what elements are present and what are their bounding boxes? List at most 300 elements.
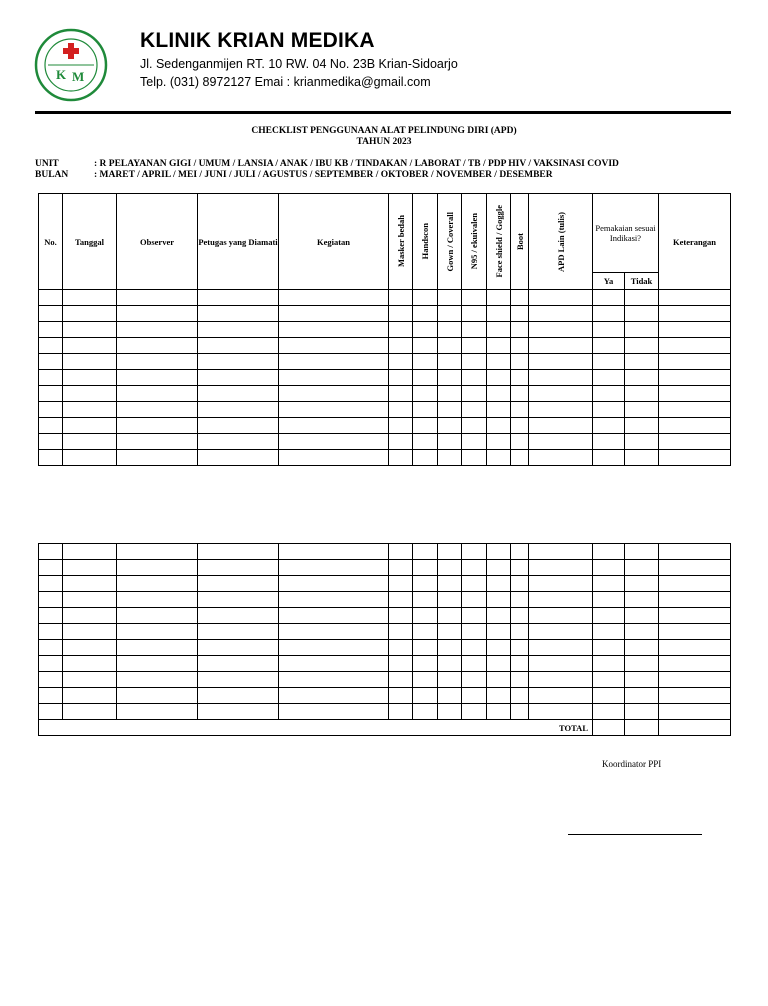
form-cell[interactable] (593, 592, 625, 608)
form-cell[interactable] (39, 640, 63, 656)
form-cell[interactable] (63, 656, 117, 672)
form-cell[interactable] (487, 338, 511, 354)
form-cell[interactable] (511, 290, 529, 306)
form-cell[interactable] (462, 450, 487, 466)
form-cell[interactable] (413, 544, 438, 560)
form-cell[interactable] (593, 290, 625, 306)
form-cell[interactable] (413, 624, 438, 640)
form-cell[interactable] (279, 544, 389, 560)
form-cell[interactable] (389, 672, 413, 688)
form-cell[interactable] (413, 450, 438, 466)
form-cell[interactable] (625, 338, 659, 354)
form-cell[interactable] (413, 592, 438, 608)
form-cell[interactable] (279, 656, 389, 672)
form-cell[interactable] (462, 608, 487, 624)
form-cell[interactable] (198, 338, 279, 354)
form-cell[interactable] (438, 322, 462, 338)
form-cell[interactable] (413, 386, 438, 402)
form-cell[interactable] (117, 608, 198, 624)
form-cell[interactable] (389, 624, 413, 640)
form-cell[interactable] (487, 402, 511, 418)
form-cell[interactable] (39, 354, 63, 370)
form-cell[interactable] (389, 544, 413, 560)
form-cell[interactable] (438, 624, 462, 640)
form-cell[interactable] (279, 640, 389, 656)
form-cell[interactable] (593, 688, 625, 704)
form-cell[interactable] (659, 688, 731, 704)
form-cell[interactable] (279, 576, 389, 592)
form-cell[interactable] (389, 434, 413, 450)
form-cell[interactable] (389, 592, 413, 608)
form-cell[interactable] (487, 640, 511, 656)
form-cell[interactable] (529, 418, 593, 434)
form-cell[interactable] (117, 418, 198, 434)
form-cell[interactable] (39, 290, 63, 306)
form-cell[interactable] (659, 624, 731, 640)
form-cell[interactable] (438, 544, 462, 560)
form-cell[interactable] (511, 338, 529, 354)
form-cell[interactable] (511, 354, 529, 370)
form-cell[interactable] (389, 418, 413, 434)
form-cell[interactable] (389, 704, 413, 720)
form-cell[interactable] (413, 688, 438, 704)
form-cell[interactable] (659, 354, 731, 370)
form-cell[interactable] (198, 624, 279, 640)
form-cell[interactable] (198, 608, 279, 624)
form-cell[interactable] (413, 434, 438, 450)
form-cell[interactable] (413, 402, 438, 418)
form-cell[interactable] (63, 354, 117, 370)
form-cell[interactable] (593, 306, 625, 322)
form-cell[interactable] (117, 672, 198, 688)
form-cell[interactable] (413, 370, 438, 386)
form-cell[interactable] (63, 560, 117, 576)
form-cell[interactable] (198, 672, 279, 688)
form-cell[interactable] (462, 640, 487, 656)
form-cell[interactable] (529, 640, 593, 656)
form-cell[interactable] (39, 434, 63, 450)
form-cell[interactable] (625, 592, 659, 608)
form-cell[interactable] (117, 656, 198, 672)
form-cell[interactable] (511, 322, 529, 338)
form-cell[interactable] (389, 608, 413, 624)
form-cell[interactable] (625, 544, 659, 560)
form-cell[interactable] (593, 640, 625, 656)
form-cell[interactable] (438, 418, 462, 434)
form-cell[interactable] (39, 450, 63, 466)
form-cell[interactable] (625, 688, 659, 704)
form-cell[interactable] (198, 322, 279, 338)
form-cell[interactable] (413, 560, 438, 576)
form-cell[interactable] (389, 560, 413, 576)
form-cell[interactable] (63, 640, 117, 656)
form-cell[interactable] (63, 450, 117, 466)
form-cell[interactable] (389, 386, 413, 402)
form-cell[interactable] (462, 576, 487, 592)
form-cell[interactable] (593, 322, 625, 338)
form-cell[interactable] (529, 560, 593, 576)
form-cell[interactable] (198, 640, 279, 656)
form-cell[interactable] (63, 434, 117, 450)
form-cell[interactable] (117, 290, 198, 306)
form-cell[interactable] (462, 290, 487, 306)
form-cell[interactable] (413, 704, 438, 720)
form-cell[interactable] (117, 354, 198, 370)
form-cell[interactable] (63, 704, 117, 720)
form-cell[interactable] (593, 354, 625, 370)
form-cell[interactable] (117, 306, 198, 322)
form-cell[interactable] (438, 354, 462, 370)
form-cell[interactable] (63, 418, 117, 434)
form-cell[interactable] (63, 672, 117, 688)
form-cell[interactable] (529, 290, 593, 306)
form-cell[interactable] (487, 418, 511, 434)
form-cell[interactable] (487, 592, 511, 608)
form-cell[interactable] (511, 450, 529, 466)
form-cell[interactable] (63, 290, 117, 306)
form-cell[interactable] (593, 418, 625, 434)
form-cell[interactable] (511, 624, 529, 640)
form-cell[interactable] (593, 386, 625, 402)
form-cell[interactable] (438, 290, 462, 306)
form-cell[interactable] (198, 418, 279, 434)
form-cell[interactable] (659, 672, 731, 688)
form-cell[interactable] (659, 402, 731, 418)
form-cell[interactable] (389, 338, 413, 354)
form-cell[interactable] (279, 592, 389, 608)
form-cell[interactable] (198, 306, 279, 322)
form-cell[interactable] (659, 560, 731, 576)
form-cell[interactable] (438, 608, 462, 624)
form-cell[interactable] (39, 338, 63, 354)
form-cell[interactable] (198, 576, 279, 592)
form-cell[interactable] (487, 322, 511, 338)
form-cell[interactable] (413, 354, 438, 370)
form-cell[interactable] (625, 370, 659, 386)
form-cell[interactable] (487, 450, 511, 466)
form-cell[interactable] (625, 656, 659, 672)
form-cell[interactable] (511, 576, 529, 592)
form-cell[interactable] (511, 688, 529, 704)
form-cell[interactable] (198, 656, 279, 672)
form-cell[interactable] (279, 608, 389, 624)
form-cell[interactable] (593, 434, 625, 450)
form-cell[interactable] (63, 576, 117, 592)
form-cell[interactable] (625, 576, 659, 592)
form-cell[interactable] (438, 560, 462, 576)
form-cell[interactable] (198, 434, 279, 450)
form-cell[interactable] (659, 544, 731, 560)
form-cell[interactable] (593, 656, 625, 672)
form-cell[interactable] (117, 640, 198, 656)
form-cell[interactable] (438, 434, 462, 450)
form-cell[interactable] (511, 592, 529, 608)
form-cell[interactable] (625, 450, 659, 466)
form-cell[interactable] (389, 402, 413, 418)
form-cell[interactable] (593, 370, 625, 386)
form-cell[interactable] (511, 544, 529, 560)
form-cell[interactable] (117, 370, 198, 386)
form-cell[interactable] (511, 434, 529, 450)
form-cell[interactable] (529, 592, 593, 608)
form-cell[interactable] (117, 402, 198, 418)
form-cell[interactable] (593, 672, 625, 688)
form-cell[interactable] (462, 688, 487, 704)
form-cell[interactable] (198, 370, 279, 386)
form-cell[interactable] (279, 322, 389, 338)
form-cell[interactable] (529, 624, 593, 640)
form-cell[interactable] (487, 576, 511, 592)
form-cell[interactable] (625, 624, 659, 640)
form-cell[interactable] (511, 672, 529, 688)
form-cell[interactable] (462, 704, 487, 720)
form-cell[interactable] (659, 338, 731, 354)
form-cell[interactable] (511, 370, 529, 386)
form-cell[interactable] (487, 306, 511, 322)
form-cell[interactable] (659, 386, 731, 402)
form-cell[interactable] (117, 434, 198, 450)
form-cell[interactable] (413, 576, 438, 592)
form-cell[interactable] (529, 402, 593, 418)
form-cell[interactable] (39, 402, 63, 418)
form-cell[interactable] (198, 386, 279, 402)
form-cell[interactable] (413, 306, 438, 322)
form-cell[interactable] (593, 560, 625, 576)
form-cell[interactable] (389, 306, 413, 322)
form-cell[interactable] (117, 560, 198, 576)
form-cell[interactable] (198, 544, 279, 560)
form-cell[interactable] (529, 322, 593, 338)
form-cell[interactable] (462, 386, 487, 402)
form-cell[interactable] (39, 656, 63, 672)
form-cell[interactable] (39, 592, 63, 608)
form-cell[interactable] (659, 576, 731, 592)
form-cell[interactable] (438, 656, 462, 672)
form-cell[interactable] (462, 354, 487, 370)
form-cell[interactable] (625, 672, 659, 688)
form-cell[interactable] (659, 704, 731, 720)
form-cell[interactable] (117, 624, 198, 640)
form-cell[interactable] (593, 338, 625, 354)
form-cell[interactable] (593, 704, 625, 720)
form-cell[interactable] (117, 450, 198, 466)
form-cell[interactable] (438, 386, 462, 402)
form-cell[interactable] (438, 306, 462, 322)
form-cell[interactable] (625, 560, 659, 576)
form-cell[interactable] (659, 306, 731, 322)
form-cell[interactable] (198, 450, 279, 466)
form-cell[interactable] (413, 418, 438, 434)
form-cell[interactable] (529, 386, 593, 402)
form-cell[interactable] (438, 640, 462, 656)
form-cell[interactable] (511, 640, 529, 656)
form-cell[interactable] (39, 306, 63, 322)
form-cell[interactable] (198, 688, 279, 704)
form-cell[interactable] (625, 608, 659, 624)
form-cell[interactable] (389, 450, 413, 466)
form-cell[interactable] (413, 322, 438, 338)
form-cell[interactable] (413, 338, 438, 354)
form-cell[interactable] (593, 624, 625, 640)
form-cell[interactable] (438, 688, 462, 704)
form-cell[interactable] (117, 386, 198, 402)
form-cell[interactable] (39, 624, 63, 640)
form-cell[interactable] (63, 370, 117, 386)
form-cell[interactable] (593, 576, 625, 592)
form-cell[interactable] (511, 704, 529, 720)
form-cell[interactable] (529, 354, 593, 370)
form-cell[interactable] (462, 544, 487, 560)
form-cell[interactable] (198, 704, 279, 720)
form-cell[interactable] (487, 370, 511, 386)
form-cell[interactable] (529, 656, 593, 672)
form-cell[interactable] (413, 656, 438, 672)
form-cell[interactable] (279, 370, 389, 386)
form-cell[interactable] (529, 608, 593, 624)
form-cell[interactable] (529, 704, 593, 720)
form-cell[interactable] (511, 656, 529, 672)
form-cell[interactable] (279, 338, 389, 354)
form-cell[interactable] (63, 322, 117, 338)
form-cell[interactable] (117, 592, 198, 608)
form-cell[interactable] (39, 576, 63, 592)
form-cell[interactable] (63, 688, 117, 704)
form-cell[interactable] (462, 592, 487, 608)
form-cell[interactable] (487, 656, 511, 672)
form-cell[interactable] (659, 656, 731, 672)
form-cell[interactable] (625, 386, 659, 402)
form-cell[interactable] (198, 560, 279, 576)
form-cell[interactable] (438, 370, 462, 386)
form-cell[interactable] (63, 608, 117, 624)
form-cell[interactable] (487, 290, 511, 306)
form-cell[interactable] (438, 672, 462, 688)
form-cell[interactable] (659, 450, 731, 466)
form-cell[interactable] (279, 560, 389, 576)
form-cell[interactable] (511, 306, 529, 322)
form-cell[interactable] (63, 402, 117, 418)
form-cell[interactable] (659, 640, 731, 656)
form-cell[interactable] (39, 608, 63, 624)
form-cell[interactable] (413, 290, 438, 306)
form-cell[interactable] (462, 560, 487, 576)
form-cell[interactable] (389, 370, 413, 386)
form-cell[interactable] (198, 354, 279, 370)
form-cell[interactable] (659, 370, 731, 386)
form-cell[interactable] (511, 560, 529, 576)
form-cell[interactable] (413, 608, 438, 624)
form-cell[interactable] (63, 386, 117, 402)
form-cell[interactable] (529, 434, 593, 450)
form-cell[interactable] (511, 386, 529, 402)
form-cell[interactable] (389, 354, 413, 370)
form-cell[interactable] (438, 338, 462, 354)
form-cell[interactable] (279, 624, 389, 640)
form-cell[interactable] (117, 338, 198, 354)
form-cell[interactable] (389, 322, 413, 338)
form-cell[interactable] (462, 322, 487, 338)
form-cell[interactable] (279, 354, 389, 370)
form-cell[interactable] (198, 290, 279, 306)
form-cell[interactable] (625, 306, 659, 322)
form-cell[interactable] (625, 354, 659, 370)
form-cell[interactable] (389, 290, 413, 306)
form-cell[interactable] (438, 576, 462, 592)
form-cell[interactable] (487, 544, 511, 560)
form-cell[interactable] (39, 560, 63, 576)
form-cell[interactable] (413, 672, 438, 688)
form-cell[interactable] (462, 434, 487, 450)
form-cell[interactable] (625, 434, 659, 450)
form-cell[interactable] (462, 624, 487, 640)
form-cell[interactable] (625, 704, 659, 720)
form-cell[interactable] (63, 592, 117, 608)
form-cell[interactable] (63, 624, 117, 640)
form-cell[interactable] (529, 338, 593, 354)
form-cell[interactable] (487, 354, 511, 370)
form-cell[interactable] (462, 672, 487, 688)
form-cell[interactable] (279, 672, 389, 688)
form-cell[interactable] (659, 290, 731, 306)
form-cell[interactable] (117, 688, 198, 704)
form-cell[interactable] (462, 338, 487, 354)
form-cell[interactable] (511, 608, 529, 624)
form-cell[interactable] (593, 544, 625, 560)
form-cell[interactable] (625, 640, 659, 656)
form-cell[interactable] (462, 418, 487, 434)
form-cell[interactable] (659, 418, 731, 434)
form-cell[interactable] (438, 592, 462, 608)
form-cell[interactable] (198, 592, 279, 608)
form-cell[interactable] (279, 402, 389, 418)
form-cell[interactable] (487, 386, 511, 402)
form-cell[interactable] (279, 450, 389, 466)
form-cell[interactable] (198, 402, 279, 418)
form-cell[interactable] (511, 402, 529, 418)
form-cell[interactable] (63, 306, 117, 322)
form-cell[interactable] (438, 704, 462, 720)
form-cell[interactable] (389, 576, 413, 592)
form-cell[interactable] (529, 450, 593, 466)
form-cell[interactable] (529, 672, 593, 688)
form-cell[interactable] (625, 418, 659, 434)
form-cell[interactable] (389, 688, 413, 704)
form-cell[interactable] (438, 450, 462, 466)
form-cell[interactable] (529, 576, 593, 592)
form-cell[interactable] (487, 688, 511, 704)
form-cell[interactable] (529, 370, 593, 386)
form-cell[interactable] (279, 306, 389, 322)
form-cell[interactable] (593, 608, 625, 624)
form-cell[interactable] (462, 402, 487, 418)
form-cell[interactable] (39, 704, 63, 720)
form-cell[interactable] (117, 322, 198, 338)
form-cell[interactable] (659, 434, 731, 450)
form-cell[interactable] (39, 418, 63, 434)
form-cell[interactable] (487, 624, 511, 640)
form-cell[interactable] (438, 402, 462, 418)
form-cell[interactable] (659, 322, 731, 338)
form-cell[interactable] (625, 290, 659, 306)
form-cell[interactable] (63, 544, 117, 560)
form-cell[interactable] (659, 592, 731, 608)
form-cell[interactable] (279, 290, 389, 306)
form-cell[interactable] (279, 418, 389, 434)
form-cell[interactable] (413, 640, 438, 656)
form-cell[interactable] (63, 338, 117, 354)
form-cell[interactable] (117, 544, 198, 560)
form-cell[interactable] (487, 608, 511, 624)
